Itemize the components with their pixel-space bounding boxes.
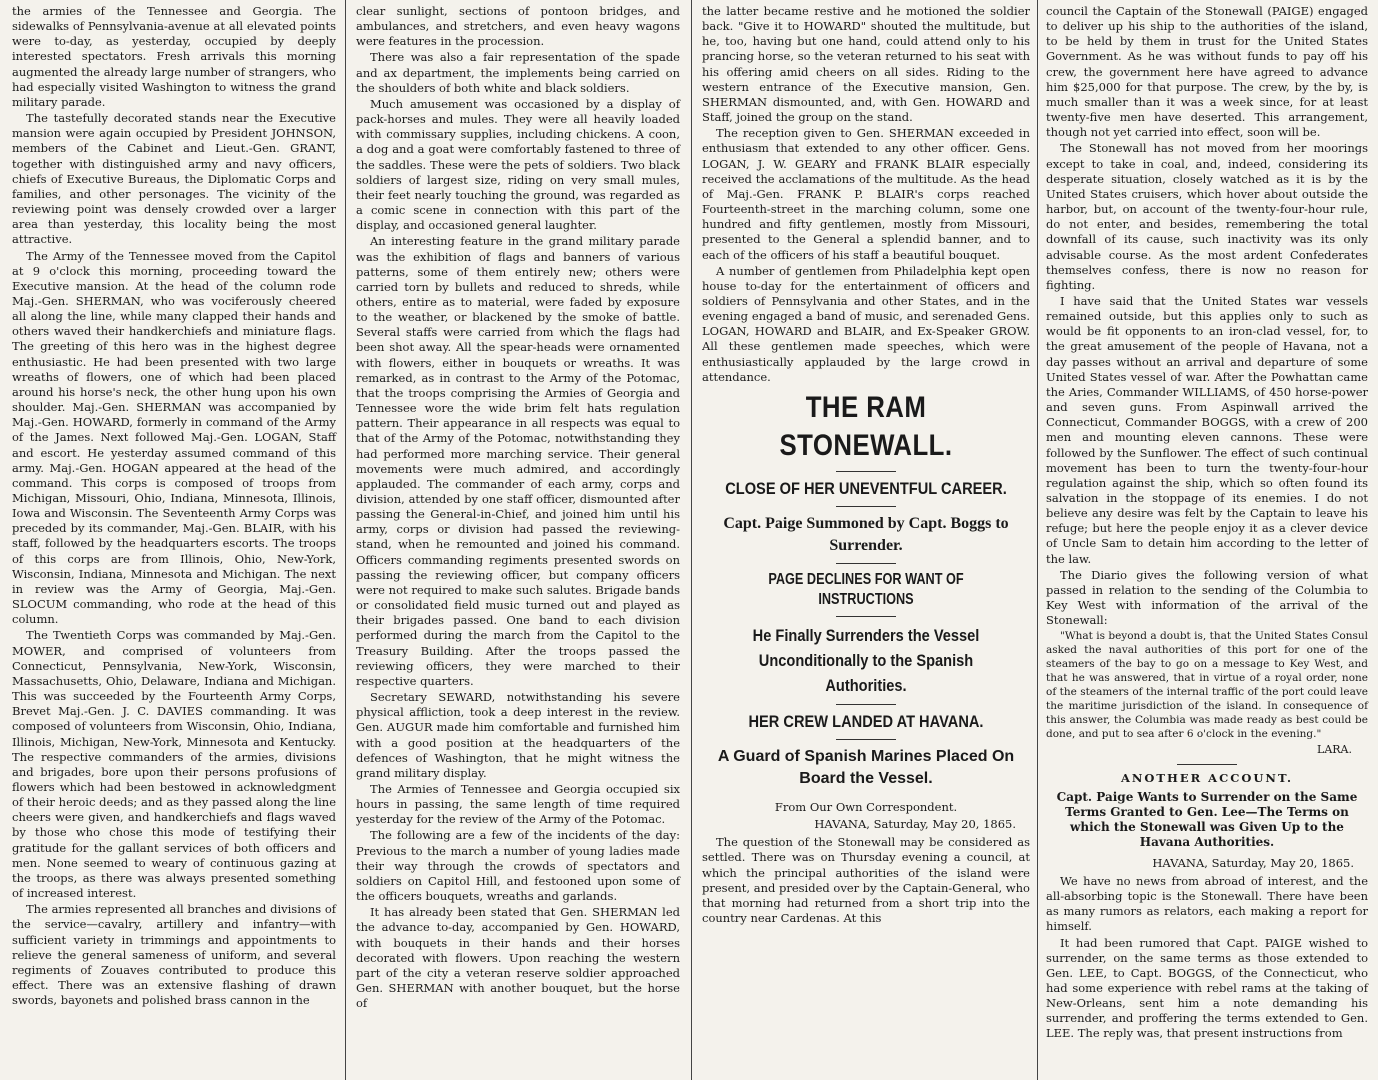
article-paragraph: The Diario gives the following version of what passed in relation to the sending of the Columbia to Key West with information of the arrival of the Stonewall: (1046, 567, 1368, 628)
headline-deck-3: PAGE DECLINES FOR WANT OF INSTRUCTIONS (768, 570, 964, 608)
headline-main: THE RAM STONEWALL. (779, 390, 953, 462)
article-paragraph: The tastefully decorated stands near the Executive mansion were again occupied by President JOHNSON, members of the Cabinet and Lieut.-Gen. GRANT, together with distinguished army and navy officers, chiefs of Executive Bureaus, the Diplomatic Corps and families, and other personages. The vicinity of the reviewing point was densely crowded over a larger area than yesterday, this locality being the most attractive. (12, 111, 336, 247)
article-paragraph: The question of the Stonewall may be considered as settled. There was on Thursday evening a council, at which the principal authorities of the island were present, and presided over by the Captain-General, who that morning had returned from a short trip into the country near Cardenas. At this (702, 835, 1030, 925)
article-paragraph: council the Captain of the Stonewall (PAIGE) engaged to deliver up his ship to the authorities of the island, to be held by them in trust for the United States Government. As he was without funds to pay off his crew, the government here have agreed to advance him $25,000 for that purpose. The crew, by the by, is much smaller than it was a week since, for at least twenty-five men have deserted. This arrangement, though not yet carried into effect, soon will be. (1046, 4, 1368, 140)
article-paragraph: We have no news from abroad of interest, and the all-absorbing topic is the Stonewall. There have been as many rumors as relators, each making a report for himself. (1046, 873, 1368, 934)
headline-divider (836, 704, 896, 705)
headline-deck-4: He Finally Surrenders the Vessel Unconditionally to the Spanish Authorities. (752, 625, 980, 695)
column-rule (345, 0, 346, 1080)
headline-divider (836, 739, 896, 740)
headline-divider (836, 471, 896, 472)
article-column-3 (696, 4, 1036, 1076)
article-paragraph: I have said that the United States war vessels remained outside, but this applies only to such as would be fit opponents to an iron-clad vessel, for, to the great amusement of the people of Havana, not a day passes without an arrival and departure of some United States vessel of war. After the Powhattan came the Aries, Commander WILLIAMS, of 450 horse-power and seven guns. From Aspinwall arrived the Connecticut, Commander BOGGS, with a crew of 200 men and mounting eleven cannons. These were followed by the Sunflower. The effect of such continual movement has been to turn the twenty-four-hour regulation against the ship, which so often found its salvation in the stoppage of its enemies. I do not believe any desire was felt by the Captain to leave his refuge; but here the people enjoy it as a clever device of Uncle Sam to detain him according to the letter of the law. (1046, 293, 1368, 566)
article-paragraph: A number of gentlemen from Philadelphia kept open house to-day for the entertainment of officers and soldiers of Pennsylvania and other States, and in the evening engaged a band of music, and serenaded Gens. LOGAN, HOWARD and BLAIR, and Ex-Speaker GROW. All these gentlemen made speeches, which were enthusiastically applauded by the large crowd in attendance. (702, 263, 1030, 384)
article-paragraph: The Army of the Tennessee moved from the Capitol at 9 o'clock this morning, proceeding toward the Executive mansion. At the head of the column rode Maj.-Gen. SHERMAN, who was vociferously cheered all along the line, while many clapped their hands and others waved their handkerchiefs and miniature flags. The greeting of this hero was in the highest degree enthusiastic. He had been presented with two large wreaths of flowers, one of which had been placed around his horse's neck, the other hung upon his own shoulder. Maj.-Gen. SHERMAN was accompanied by Maj.-Gen. HOWARD, formerly in command of the Army of the James. Next followed Maj.-Gen. LOGAN, Staff and escort. He yesterday assumed command of this army. Maj.-Gen. HOGAN appeared at the head of the command. This corps is composed of troops from Michigan, Missouri, Ohio, Indiana, Minnesota, Illinois, Iowa and Wisconsin. The Seventeenth Army Corps was preceded by its commander, Maj.-Gen. BLAIR, with his staff, followed by the headquarters escorts. The troops of this corps are from Illinois, Ohio, New-York, Wisconsin, Indiana, Minnesota and Michigan. The next in review was the Army of Georgia, Maj.-Gen. SLOCUM commanding, who rode at the head of this column. (12, 248, 336, 627)
subsection-heading: ANOTHER ACCOUNT. (1120, 770, 1294, 785)
article-paragraph: The reception given to Gen. SHERMAN exceeded in enthusiasm that extended to any other officer. Gens. LOGAN, J. W. GEARY and FRANK BLAIR especially received the acclamations of the multitude. As the head of Maj.-Gen. FRANK P. BLAIR's corps reached Fourteenth-street in the marching column, some one hundred and fifty gentlemen, mostly from Missouri, presented to the General a splendid banner, and to each of the officers of his staff a beautiful bouquet. (702, 126, 1030, 262)
article-paragraph: the latter became restive and he motioned the soldier back. "Give it to HOWARD" shouted the multitude, but he, too, having but one hand, could attend only to his prancing horse, so the veteran returned to his seat with his offering amid cheers on all sides. Riding to the western entrance of the Executive mansion, Gen. SHERMAN dismounted, and, with Gen. HOWARD and Staff, joined the group on the stand. (702, 4, 1030, 125)
subsection-deck: Capt. Paige Wants to Surrender on the Same Terms Granted to Gen. Lee—The Terms on which the Stonewall was Given Up to the Havana Authorities. (1056, 789, 1358, 849)
headline-divider (836, 563, 896, 564)
article-paragraph: The Armies of Tennessee and Georgia occupied six hours in passing, the same length of time required yesterday for the review of the Army of the Potomac. (356, 781, 680, 827)
article-paragraph: Secretary SEWARD, notwithstanding his severe physical affliction, took a deep interest in the review. Gen. AUGUR made him comfortable and furnished him with a good position at the headquarters of the defences of Washington, that he might witness the grand military display. (356, 690, 680, 780)
column-rule (691, 0, 692, 1080)
byline: From Our Own Correspondent. (774, 799, 958, 814)
article-column-2 (350, 4, 686, 1076)
article-paragraph: The Stonewall has not moved from her moorings except to take in coal, and, indeed, considering its desperate situation, closely watched as it is by the United States cruisers, which hover about outside the harbor, but, on account of the twenty-four-hour rule, do not enter, and besides, remembering the total downfall of its cause, such inactivity was its only advisable course. As the most ardent Confederates themselves confess, there is now no reason for fighting. (1046, 141, 1368, 292)
headline-divider (836, 616, 896, 617)
article-paragraph: It has already been stated that Gen. SHERMAN led the advance to-day, accompanied by Gen. HOWARD, with bouquets in their hands and their horses decorated with flowers. Upon reaching the western part of the city a veteran reserve soldier approached Gen. SHERMAN with another bouquet, but the horse of (356, 905, 680, 1011)
dateline: HAVANA, Saturday, May 20, 1865. (814, 817, 1016, 832)
article-paragraph: The following are a few of the incidents of the day: Previous to the march a number of young ladies made their way through the crowds of spectators and soldiers on Capitol Hill, and festooned upon some of the officers bouquets, wreaths and garlands. (356, 828, 680, 904)
article-paragraph: It had been rumored that Capt. PAIGE wished to surrender, on the same terms as those extended to Gen. LEE, to Capt. BOGGS, of the Connecticut, who had some experience with rebel rams at the taking of New-Orleans, sent him a note demanding his surrender, and proffering the terms extended to Gen. LEE. The reply was, that present instructions from (1046, 935, 1368, 1041)
headline-divider (836, 506, 896, 507)
dateline: HAVANA, Saturday, May 20, 1865. (1152, 855, 1354, 870)
article-column-1 (6, 4, 342, 1076)
article-paragraph: The Twentieth Corps was commanded by Maj.-Gen. MOWER, and comprised of volunteers from Connecticut, Pennsylvania, New-York, Wisconsin, Massachusetts, Ohio, Delaware, Indiana and Michigan. This was succeeded by the Fourteenth Army Corps, Brevet Maj.-Gen. J. C. DAVIES commanding. It was composed of volunteers from Wisconsin, Ohio, Indiana, Illinois, Michigan, New-York, Minnesota and Kentucky. The respective commanders of the armies, divisions and brigades, bore upon their persons profusions of flowers which had been bestowed in acknowledgment of their heroic deeds; and as they passed along the line cheers were given, and handkerchiefs and flags waved by those who chose this mode of testifying their gratitude for the gallant services of both officers and men. None seemed to weary of continuous gazing at the troops, as there was always presented something of increased interest. (12, 628, 336, 901)
headline-deck-1: CLOSE OF HER UNEVENTFUL CAREER. (725, 478, 1007, 498)
article-paragraph: An interesting feature in the grand military parade was the exhibition of flags and banners of various patterns, some of them entirely new; others were carried torn by bullets and reduced to shreds, while others, entire as to material, were faded by exposure to the weather, or blackened by the smoke of battle. Several staffs were carried from which the flags had been shot away. All the spear-heads were ornamented with flowers, either in bouquets or wreaths. It was remarked, as in contrast to the Army of the Potomac, that the troops comprising the Armies of Georgia and Tennessee wore the wide brim felt hats regulation pattern. Their appearance in all respects was equal to that of the Army of the Potomac, notwithstanding they had performed more marching service. Their general movements were much admired, and accordingly applauded. The commander of each army, corps and division, attended by one staff officer, dismounted after passing the General-in-Chief, and joined him until his army, corps or division had passed the reviewing-stand, when he remounted and joined his command. Officers commanding regiments presented swords on passing the reviewing officer, but company officers were not required to make such salutes. Brigade bands or consolidated field music turned out and played as their brigades passed. One band to each division performed during the march from the Capitol to the Treasury Building. After the troops passed the reviewing officers, they were marched to their respective quarters. (356, 234, 680, 688)
column-rule (1037, 0, 1038, 1080)
headline-deck-5: HER CREW LANDED AT HAVANA. (748, 711, 984, 731)
article-paragraph: There was also a fair representation of the spade and ax department, the implements being carried on the shoulders of both white and black soldiers. (356, 50, 680, 95)
article-column-4 (1040, 4, 1374, 1076)
article-paragraph: clear sunlight, sections of pontoon bridges, and ambulances, and stretchers, and even heavy wagons were features in the procession. (356, 4, 680, 49)
headline-deck-6: A Guard of Spanish Marines Placed On Board the Vessel. (717, 747, 1015, 787)
article-paragraph: The armies represented all branches and divisions of the service—cavalry, artillery and infantry—with sufficient variety in trimmings and appointments to relieve the general sameness of uniform, and several regiments of Zouaves contributed to produce this effect. There was an extensive flashing of drawn swords, bayonets and polished brass cannon in the (12, 902, 336, 1008)
article-paragraph: the armies of the Tennessee and Georgia. The sidewalks of Pennsylvania-avenue at all elevated points were to-day, as yesterday, occupied by deeply interested spectators. Fresh arrivals this morning augmented the already large number of strangers, who had especially visited Washington to witness the grand military parade. (12, 4, 336, 109)
headline-deck-2: Capt. Paige Summoned by Capt. Boggs to Surrender. (723, 514, 1009, 554)
block-quote: "What is beyond a doubt is, that the United States Consul asked the naval authorities of this port for one of the steamers of the bay to go on a message to Key West, and that he was answered, that in virtue of a royal order, none of the steamers of the internal traffic of the port could leave the maritime jurisdiction of the island. In consequence of this answer, the Columbia was made ready as best could be done, and put to sea after 6 o'clock in the evening." (1046, 630, 1368, 741)
article-paragraph: Much amusement was occasioned by a display of pack-horses and mules. They were all heavily loaded with commissary supplies, including chickens. A coon, a dog and a goat were comfortably fastened to three of the saddles. These were the pets of soldiers. Two black soldiers of largest size, riding on very small mules, their feet nearly touching the ground, was regarded as a comic scene in connection with this part of the display, and occasioned general laughter. (356, 96, 680, 233)
section-divider (1177, 764, 1237, 765)
quote-signature: LARA. (1317, 743, 1352, 757)
